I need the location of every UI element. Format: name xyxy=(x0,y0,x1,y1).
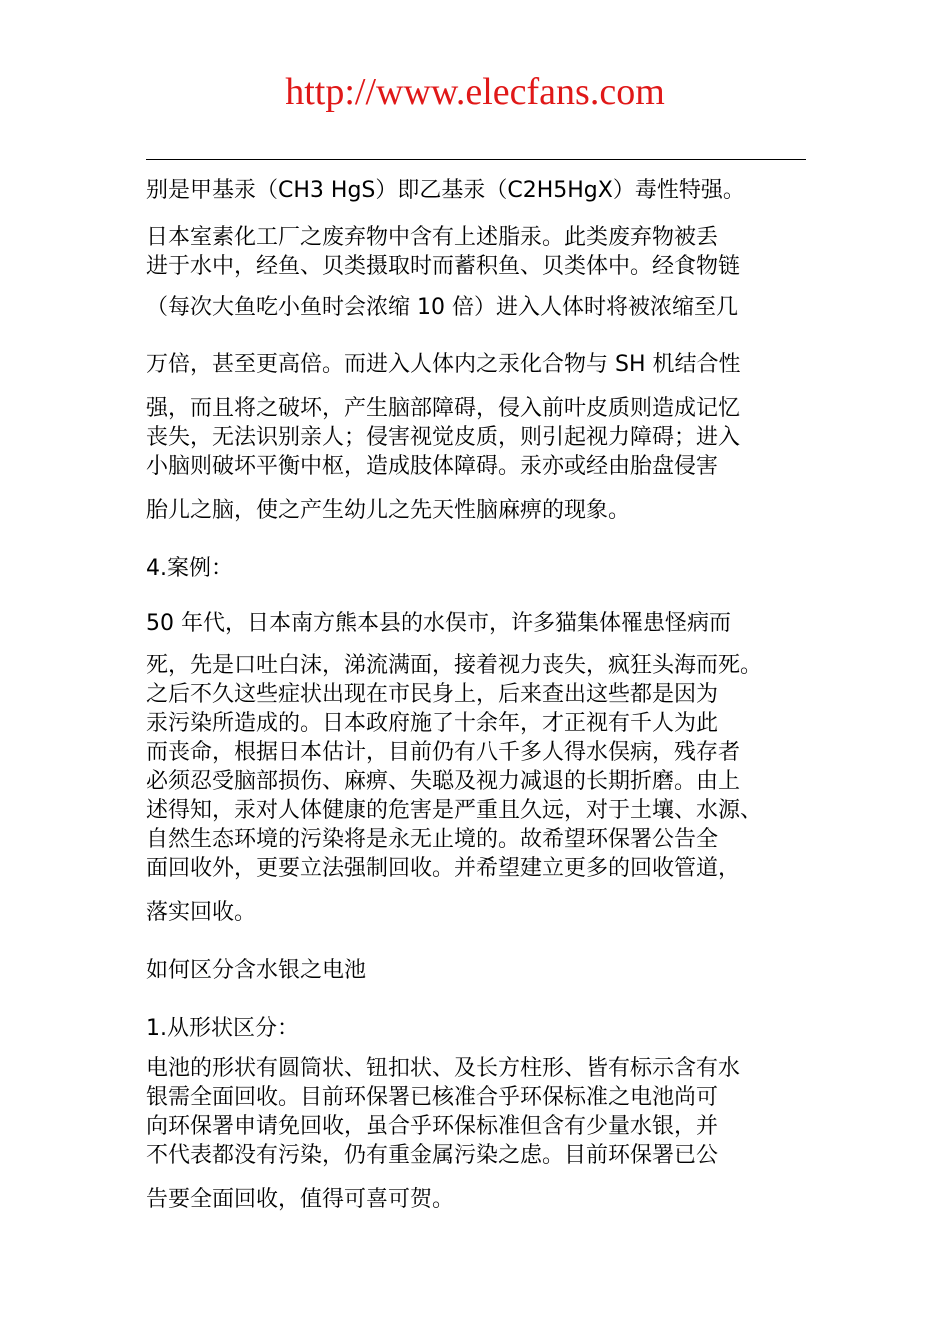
body-line: 小脑则破坏平衡中枢，造成肢体障碍。汞亦或经由胎盘侵害 xyxy=(146,454,719,479)
body-line: 必须忍受脑部损伤、麻痹、失聪及视力减退的长期折磨。由上 xyxy=(146,769,741,794)
body-line: 丧失，无法识别亲人；侵害视觉皮质，则引起视力障碍；进入 xyxy=(146,425,741,450)
body-line: 不代表都没有污染，仍有重金属污染之虑。目前环保署已公 xyxy=(146,1143,719,1168)
body-line: 死，先是口吐白沫，涕流满面，接着视力丧失，疯狂头海而死。 xyxy=(146,653,763,678)
body-line: 银需全面回收。目前环保署已核准合乎环保标准之电池尚可 xyxy=(146,1085,719,1110)
body-line: 50 年代，日本南方熊本县的水俣市，许多猫集体罹患怪病而 xyxy=(146,611,731,636)
body-line: 落实回收。 xyxy=(146,900,257,925)
body-line: 电池的形状有圆筒状、钮扣状、及长方柱形、皆有标示含有水 xyxy=(146,1056,741,1081)
body-line: 向环保署申请免回收，虽合乎环保标准但含有少量水银，并 xyxy=(146,1114,719,1139)
body-line: 而丧命，根据日本估计，目前仍有八千多人得水俣病，残存者 xyxy=(146,740,741,765)
body-line: 万倍，甚至更高倍。而进入人体内之汞化合物与 SH 机结合性 xyxy=(146,352,741,377)
body-line: 汞污染所造成的。日本政府施了十余年，才正视有千人为此 xyxy=(146,711,719,736)
section-heading: 如何区分含水银之电池 xyxy=(146,958,367,983)
body-line: 自然生态环境的污染将是永无止境的。故希望环保署公告全 xyxy=(146,827,719,852)
section-heading: 1.从形状区分： xyxy=(146,1016,299,1041)
header-url: http://www.elecfans.com xyxy=(285,71,665,113)
body-line: （每次大鱼吃小鱼时会浓缩 10 倍）进入人体时将被浓缩至几 xyxy=(146,295,738,320)
body-line: 日本室素化工厂之废弃物中含有上述脂汞。此类废弃物被丢 xyxy=(146,225,719,250)
section-heading: 4.案例： xyxy=(146,556,233,581)
body-line: 之后不久这些症状出现在市民身上，后来查出这些都是因为 xyxy=(146,682,719,707)
body-line: 强，而且将之破坏，产生脑部障碍，侵入前叶皮质则造成记忆 xyxy=(146,396,741,421)
body-line: 面回收外，更要立法强制回收。并希望建立更多的回收管道， xyxy=(146,856,741,881)
body-line: 进于水中，经鱼、贝类摄取时而蓄积鱼、贝类体中。经食物链 xyxy=(146,254,741,279)
body-line: 告要全面回收，值得可喜可贺。 xyxy=(146,1187,455,1212)
body-line: 别是甲基汞（CH3 HgS）即乙基汞（C2H5HgX）毒性特强。 xyxy=(146,178,745,203)
body-line: 述得知，汞对人体健康的危害是严重且久远，对于土壤、水源、 xyxy=(146,798,763,823)
body-line: 胎儿之脑，使之产生幼儿之先天性脑麻痹的现象。 xyxy=(146,498,631,523)
header-divider xyxy=(146,159,806,160)
